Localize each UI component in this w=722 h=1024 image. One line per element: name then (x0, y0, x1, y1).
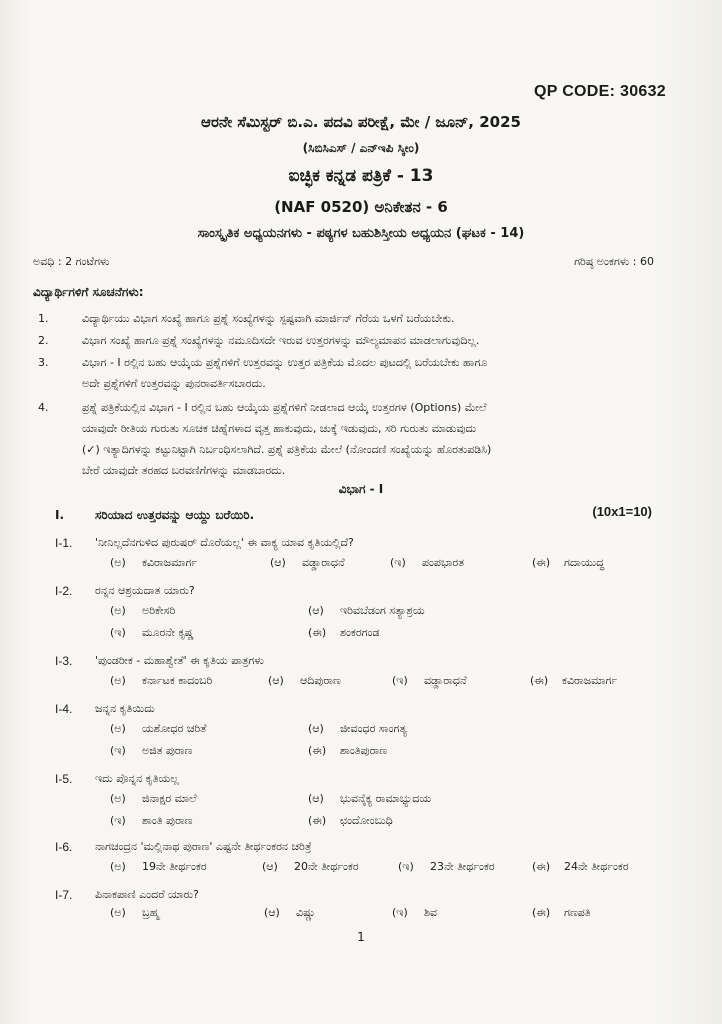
max-marks: ಗರಿಷ್ಠ ಅಂಕಗಳು : 60 (574, 255, 654, 268)
option-d: (ಈ) ಛಂದೋಂಬುಧಿ (308, 814, 393, 827)
option-a: (ಅ) ಜಿನಾಕ್ಷರ ಮಾಲೆ (110, 792, 197, 805)
option-a: (ಅ) ಕವಿರಾಜಮಾರ್ಗ (110, 556, 198, 569)
exam-title: ಆರನೇ ಸೆಮಿಸ್ಟರ್ ಬಿ.ಎ. ಪದವಿ ಪರೀಕ್ಷೆ, ಮೇ / ಜೂನ್, 2025 (201, 113, 521, 131)
instruction-item: 1. ವಿದ್ಯಾರ್ಥಿಯು ವಿಭಾಗ ಸಂಖ್ಯೆ ಹಾಗೂ ಪ್ರಶ್ನೆ ಸಂಖ್ಯೆಗಳನ್ನು ಸ್ಪಷ್ಟವಾಗಿ ಮಾರ್ಜಿನ್ ಗೆರೆಯ ಒಳಗೆ ಬರೆಯಬೇಕು. (38, 312, 455, 325)
option-b: (ಆ) ಇರಿವಬೆಡಂಗ ಸತ್ಯಾಶ್ರಯ (308, 604, 425, 617)
duration: ಅವಧಿ : 2 ಗಂಟೆಗಳು (33, 255, 110, 268)
subject-title: ಸಾಂಸ್ಕೃತಿಕ ಅಧ್ಯಯನಗಳು - ಪಠ್ಯಗಳ ಬಹುಶಿಸ್ತೀಯ ಅಧ್ಯಯನ (ಘಟಕ - 14) (197, 226, 525, 241)
option-a: (ಅ) ಅರಿಕೇಸರಿ (110, 604, 176, 617)
question-group-heading: I. ಸರಿಯಾದ ಉತ್ತರವನ್ನು ಆಯ್ದು ಬರೆಯಿರಿ. (55, 508, 255, 522)
option-d: (ಈ) ಗದಾಯುದ್ಧ (532, 556, 605, 569)
exam-scheme: (ಸಿಬಿಸಿಎಸ್ / ಎನ್‌ಇಪಿ ಸ್ಕೀಂ) (302, 141, 420, 155)
qp-code: QP CODE: 30632 (534, 83, 666, 100)
instruction-item: 3. ವಿಭಾಗ - I ರಲ್ಲಿನ ಬಹು ಆಯ್ಕೆಯ ಪ್ರಶ್ನೆಗಳಿಗೆ ಉತ್ತರವನ್ನು ಉತ್ತರ ಪತ್ರಿಕೆಯ ಮೊದಲ ಪುಟದಲ್ಲಿ ಬರೆಯಬೇಕು ಹಾಗೂ ಅದೇ ಪ್ರಶ್ನೆಗಳಿಗೆ ಉತ್ತರವನ್ನು ಪುನರಾವರ್ತಿಸಬಾರದು. (38, 356, 488, 390)
option-c: (ಇ) 23ನೇ ತೀರ್ಥಂಕರ (398, 860, 495, 873)
option-b: (ಆ) ವಿಷ್ಣು (264, 906, 316, 919)
option-a: (ಅ) ಬ್ರಹ್ಮ (110, 906, 160, 919)
option-d: (ಈ) ಕವಿರಾಜಮಾರ್ಗ (530, 674, 618, 687)
page-number: 1 (357, 930, 365, 944)
option-b: (ಆ) ವಡ್ಡಾರಾಧನೆ (270, 556, 345, 569)
instructions-title: ವಿದ್ಯಾರ್ಥಿಗಳಿಗೆ ಸೂಚನೆಗಳು: (33, 285, 144, 299)
option-d: (ಈ) ಗಣಪತಿ (532, 906, 591, 919)
option-d: (ಈ) ಶಂಕರಗಂಡ (308, 626, 380, 639)
option-d: (ಈ) 24ನೇ ತೀರ್ಥಂಕರ (532, 860, 629, 873)
paper-title: ಐಚ್ಛಿಕ ಕನ್ನಡ ಪತ್ರಿಕೆ - 13 (288, 166, 434, 186)
option-b: (ಆ) ಆದಿಪುರಾಣ (268, 674, 341, 687)
option-c: (ಇ) ಪಂಪಭಾರತ (390, 556, 465, 569)
option-c: (ಇ) ಶಾಂತಿ ಪುರಾಣ (110, 814, 193, 827)
option-c: (ಇ) ಅಜಿತ ಪುರಾಣ (110, 744, 193, 757)
option-b: (ಆ) ಜೀವಂಧರ ಸಾಂಗತ್ಯ (308, 722, 407, 735)
option-b: (ಆ) ಭುವನೈಕ್ಯ ರಾಮಾಭ್ಯುದಯ (308, 792, 432, 805)
option-b: (ಆ) 20ನೇ ತೀರ್ಥಂಕರ (262, 860, 359, 873)
option-a: (ಅ) 19ನೇ ತೀರ್ಥಂಕರ (110, 860, 207, 873)
option-c: (ಇ) ಮೂರನೇ ಕೃಷ್ಣ (110, 626, 194, 639)
course-code: (NAF 0520) ಅನಿಕೇತನ - 6 (274, 198, 448, 216)
option-c: (ಇ) ಶಿವ (392, 906, 438, 919)
option-a: (ಅ) ಕರ್ನಾಟಕ ಕಾದಂಬರಿ (110, 674, 213, 687)
marks-allocation: (10x1=10) (592, 504, 652, 519)
option-c: (ಇ) ವಡ್ಡಾರಾಧನೆ (392, 674, 467, 687)
instruction-item: 4. ಪ್ರಶ್ನೆ ಪತ್ರಿಕೆಯಲ್ಲಿನ ವಿಭಾಗ - I ರಲ್ಲಿನ ಬಹು ಆಯ್ಕೆಯ ಪ್ರಶ್ನೆಗಳಿಗೆ ನೀಡಲಾದ ಆಯ್ಕೆ ಉತ್ತರಗಳ (Options) ಮೇಲೆ ಯಾವುದೇ ರೀತಿಯ ಗುರುತು ಸೂಚಕ ಚಿಹ್ನೆಗಳಾದ ವೃತ್ತ ಹಾಕುವುದು, ಚುಕ್ಕೆ ಇಡುವುದು, ಸರಿ ಗುರುತು ಮಾಡುವುದು (✓) ಇತ್ಯಾದಿಗಳನ್ನು ಕಟ್ಟುನಿಟ್ಟಾಗಿ ನಿರ್ಬಂಧಿಸಲಾಗಿದೆ. ಪ್ರಶ್ನೆ ಪತ್ರಿಕೆಯ ಮೇಲೆ (ನೋಂದಣಿ ಸಂಖ್ಯೆಯನ್ನು ಹೊರತುಪಡಿಸಿ) ಬೇರೆ ಯಾವುದೇ ತರಹದ ಬರವಣಿಗೆಗಳನ್ನು ಮಾಡಬಾರದು. (38, 401, 492, 477)
option-a: (ಅ) ಯಶೋಧರ ಚರಿತೆ (110, 722, 207, 735)
exam-page: QP CODE: 30632 ಆರನೇ ಸೆಮಿಸ್ಟರ್ ಬಿ.ಎ. ಪದವಿ ಪರೀಕ್ಷೆ, ಮೇ / ಜೂನ್, 2025 (ಸಿಬಿಸಿಎಸ್ / ಎನ್‌ಇಪಿ ಸ್ಕೀಂ) ಐಚ್ಛಿಕ ಕನ್ನಡ ಪತ್ರಿಕೆ - 13 (NAF 0520) ಅನಿಕೇತನ - 6 ಸಾಂಸ್ಕೃತಿಕ ಅಧ್ಯಯನಗಳು - ಪಠ್ಯಗಳ ಬಹುಶಿಸ್ತೀಯ ಅಧ್ಯಯನ (ಘಟಕ - 14) ಅವಧಿ : 2 ಗಂಟೆಗಳು ಗರಿಷ್ಠ ಅಂಕಗಳು : 60 ವಿದ್ಯಾರ್ಥಿಗಳಿಗೆ ಸೂಚನೆಗಳು: 1. ವಿದ್ಯಾರ್ಥಿಯು ವಿಭಾಗ ಸಂಖ್ಯೆ ಹಾಗೂ ಪ್ರಶ್ನೆ ಸಂಖ್ಯೆಗಳನ್ನು ಸ್ಪಷ್ಟವಾಗಿ ಮಾರ್ಜಿನ್ ಗೆರೆಯ ಒಳಗೆ ಬರೆಯಬೇಕು. 2. ವಿಭಾಗ ಸಂಖ್ಯೆ ಹಾಗೂ ಪ್ರಶ್ನೆ ಸಂಖ್ಯೆಗಳನ್ನು ನಮೂದಿಸದೇ ಇರುವ ಉತ್ತರಗಳನ್ನು ಮೌಲ್ಯಮಾಪನ ಮಾಡಲಾಗುವುದಿಲ್ಲ. 3. ವಿಭಾಗ - I ರಲ್ಲಿನ ಬಹು ಆಯ್ಕೆಯ ಪ್ರಶ್ನೆಗಳಿಗೆ ಉತ್ತರವನ್ನು ಉತ್ತರ ಪತ್ರಿಕೆಯ ಮೊದಲ ಪುಟದಲ್ಲಿ ಬರೆಯಬೇಕು ಹಾಗೂ ಅದೇ ಪ್ರಶ್ನೆಗಳಿಗೆ ಉತ್ತರವನ್ನು ಪುನರಾವರ್ತಿಸಬಾರದು. 4. ಪ್ರಶ್ನೆ ಪತ್ರಿಕೆಯಲ್ಲಿನ ವಿಭಾಗ - I ರಲ್ಲಿನ ಬಹು ಆಯ್ಕೆಯ ಪ್ರಶ್ನೆಗಳಿಗೆ ನೀಡಲಾದ ಆಯ್ಕೆ ಉತ್ತರಗಳ (Options) ಮೇಲೆ ಯಾವುದೇ ರೀತಿಯ ಗುರುತು ಸೂಚಕ ಚಿಹ್ನೆಗಳಾದ ವೃತ್ತ ಹಾಕುವುದು, ಚುಕ್ಕೆ ಇಡುವುದು, ಸರಿ ಗುರುತು ಮಾಡುವುದು (✓) ಇತ್ಯಾದಿಗಳನ್ನು ಕಟ್ಟುನಿಟ್ಟಾಗಿ ನಿರ್ಬಂಧಿಸಲಾಗಿದೆ. ಪ್ರಶ್ನೆ ಪತ್ರಿಕೆಯ ಮೇಲೆ (ನೋಂದಣಿ ಸಂಖ್ಯೆಯನ್ನು ಹೊರತುಪಡಿಸಿ) ಬೇರೆ ಯಾವುದೇ ತರಹದ ಬರವಣಿಗೆಗಳನ್ನು ಮಾಡಬಾರದು. ವಿಭಾಗ - I I. ಸರಿಯಾದ ಉತ್ತರವನ್ನು ಆಯ್ದು ಬರೆಯಿರಿ. (10x1=10) I-1. 'ನೀನಿಲ್ಲದೆನಗುಳಿದ ಪುರುಷರ್ ದೊರೆಯಲ್ಲ' ಈ ವಾಕ್ಯ ಯಾವ ಕೃತಿಯಲ್ಲಿದೆ? (ಅ) ಕವಿರಾಜಮಾರ್ಗ (ಆ) ವಡ್ಡಾರಾಧನೆ (ಇ) ಪಂಪಭಾರತ (ಈ) ಗದಾಯುದ್ಧ I-2. ರನ್ನನ ಆಶ್ರಯದಾತ ಯಾರು? (ಅ) ಅರಿಕೇಸರಿ (ಆ) ಇರಿವಬೆಡಂಗ ಸತ್ಯಾಶ್ರಯ (ಇ) ಮೂರನೇ ಕೃಷ್ಣ (ಈ) ಶಂಕರಗಂಡ I-3. 'ಪುಂಡರೀಕ - ಮಹಾಶ್ವೇತೆ' ಈ ಕೃತಿಯ ಪಾತ್ರಗಳು (ಅ) ಕರ್ನಾಟಕ ಕಾದಂಬರಿ (ಆ) ಆದಿಪುರಾಣ (ಇ) ವಡ್ಡಾರಾಧನೆ (ಈ) ಕವಿರಾಜಮಾರ್ಗ I-4. ಜನ್ನನ ಕೃತಿಯಿದು (ಅ) ಯಶೋಧರ ಚರಿತೆ (ಆ) ಜೀವಂಧರ ಸಾಂಗತ್ಯ (ಇ) ಅಜಿತ ಪುರಾಣ (ಈ) ಶಾಂತಿಪುರಾಣ I-5. ಇದು ಪೊನ್ನನ ಕೃತಿಯಲ್ಲ (ಅ) ಜಿನಾಕ್ಷರ ಮಾಲೆ (ಆ) ಭುವನೈಕ್ಯ ರಾಮಾಭ್ಯುದಯ (ಇ) ಶಾಂತಿ ಪುರಾಣ (ಈ) ಛಂದೋಂಬುಧಿ I-6. ನಾಗಚಂದ್ರನ 'ಮಲ್ಲಿನಾಥ ಪುರಾಣ' ಎಷ್ಟನೇ ತೀರ್ಥಂಕರನ ಚರಿತ್ರೆ (ಅ) 19ನೇ ತೀರ್ಥಂಕರ (ಆ) 20ನೇ ತೀರ್ಥಂಕರ (ಇ) 23ನೇ ತೀರ್ಥಂಕರ (ಈ) 24ನೇ ತೀರ್ಥಂಕರ I-7. ಪಿನಾಕಪಾಣಿ ಎಂದರೆ ಯಾರು? (ಅ) ಬ್ರಹ್ಮ (ಆ) ವಿಷ್ಣು (ಇ) ಶಿವ (ಈ) ಗಣಪತಿ 1 (0, 0, 722, 1024)
section-heading: ವಿಭಾಗ - I (338, 482, 384, 496)
instruction-item: 2. ವಿಭಾಗ ಸಂಖ್ಯೆ ಹಾಗೂ ಪ್ರಶ್ನೆ ಸಂಖ್ಯೆಗಳನ್ನು ನಮೂದಿಸದೇ ಇರುವ ಉತ್ತರಗಳನ್ನು ಮೌಲ್ಯಮಾಪನ ಮಾಡಲಾಗುವುದಿಲ್ಲ. (38, 334, 480, 347)
option-d: (ಈ) ಶಾಂತಿಪುರಾಣ (308, 744, 388, 757)
